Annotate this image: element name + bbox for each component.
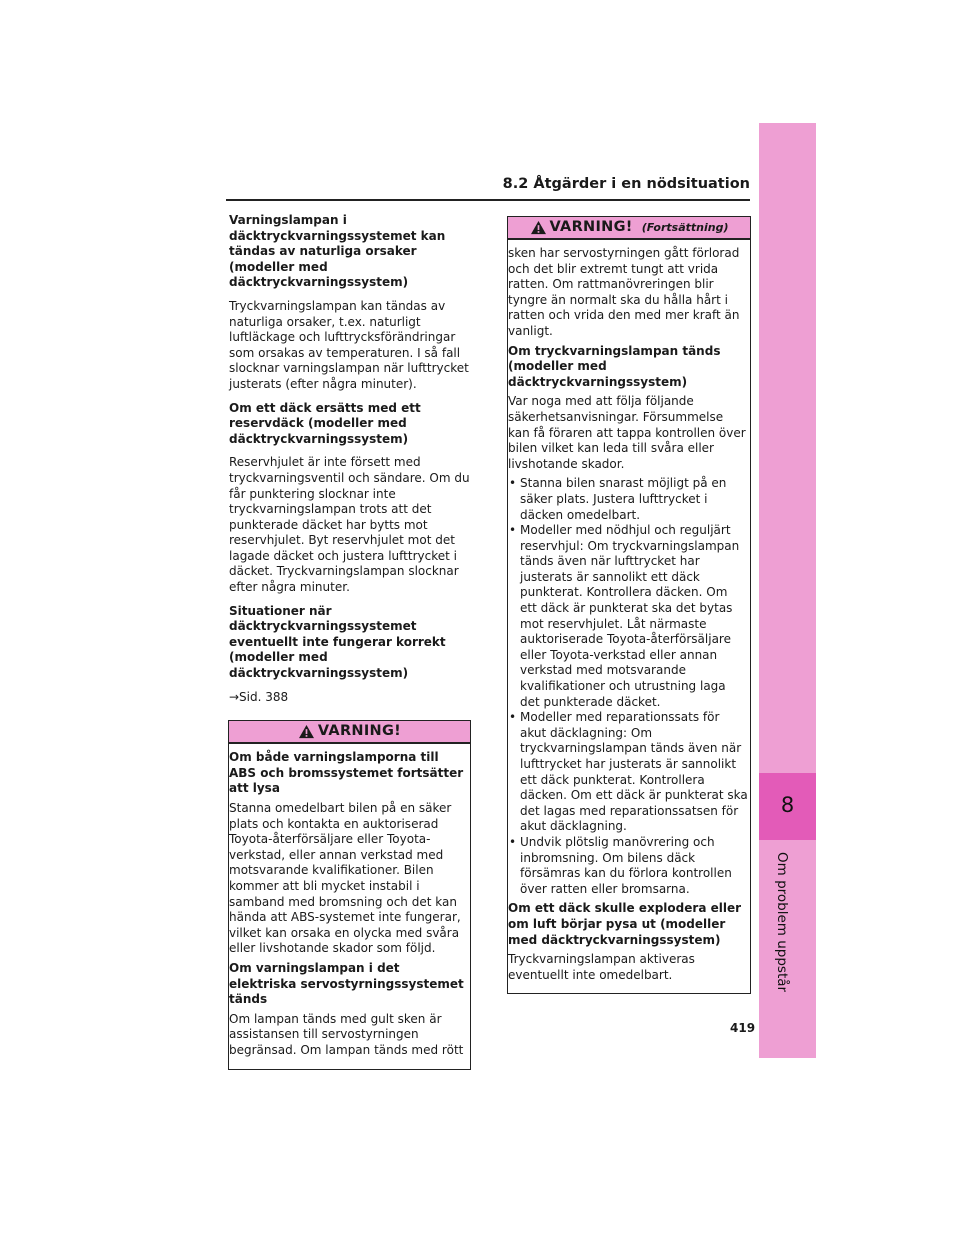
warning-header xyxy=(229,721,470,744)
warning-box-continued xyxy=(507,216,751,994)
list-item: • Stanna bilen snarast möjligt på en säker plats. Justera lufttrycket i däcken omedelbart. xyxy=(508,476,748,523)
chapter-number: 8 xyxy=(780,793,795,817)
warning-body-continued xyxy=(508,240,750,983)
warning-heading-abs: Om både varningslamporna till ABS och bromssystemet fortsätter att lysa xyxy=(229,750,464,796)
warning-title: VARNING! xyxy=(549,218,633,235)
list-item: • Undvik plötslig manövrering och inbromsning. Om bilens däck försämras kan du förlora kontrollen över ratten eller bromsarna. xyxy=(508,835,748,897)
list-item: • Modeller med nödhjul och reguljärt reservhjul: Om tryckvarningslampan tänds även när lufttrycket har justerats är sannolikt ett däck punkterat. Kontrollera däcken. Om ett däck är punkterat ska det bytas mot reservhjulet. Låt närmaste auktoriserade Toyota-återförsäljare eller Toyota-verkstad eller annan verkstad med motsvarande kvalifikationer och utrustning laga det punkterade däcket. xyxy=(508,523,748,710)
warning-paragraph-power-steering: Om lampan tänds med gult sken är assistansen till servostyrningen begränsad. Om lampan tänds med rött xyxy=(229,1011,464,1057)
paragraph-natural-causes: Tryckvarningslampan kan tändas av naturliga orsaker, t.ex. naturligt luftläckage och lufttrycksförändringar som orsakas av temperaturen. I så fall slocknar varningslampan när lufttrycket justerats (efter några minuter). xyxy=(229,298,469,391)
section-title: 8.2 Åtgärder i en nödsituation xyxy=(502,176,750,192)
paragraph-spare-tire: Reservhjulet är inte försett med tryckvarningsventil och sändare. Om du får punktering slocknar inte tryckvarningslampan trots att det punkterade däcket har bytts mot reservhjulet. Byt reservhjulet mot det lagade däcket och justera lufttrycket i däcket. Tryckvarningslampan slocknar efter några minuter. xyxy=(229,455,470,595)
warning-paragraph-safety: Var noga med att följa följande säkerhetsanvisningar. Försummelse kan få föraren att tappa kontrollen över bilen vilket kan leda till svåra eller livshotande skador. xyxy=(508,394,746,471)
warning-title: VARNING! xyxy=(317,722,402,739)
safety-bullet-list xyxy=(508,476,748,897)
warning-heading-power-steering: Om varningslampan i det elektriska servostyrningssystemet tänds xyxy=(229,960,464,1007)
warning-heading-pressure-lamp: Om tryckvarningslampan tänds (modeller med däcktryckvarningssystem) xyxy=(508,343,721,389)
list-item: • Modeller med reparationssats för akut däcklagning: Om tryckvarningslampan tänds även när lufttrycket har justerats är sannolikt ett däck punkterat. Kontrollera däcken. Om ett däck är punkterat ska det lagas med reparationssatsen för akut däcklagning. xyxy=(508,710,748,835)
warning-paragraph-steering-lost: sken har servostyrningen gått förlorad och det blir extremt tungt att vrida ratten. Om rattmanövreringen blir tyngre än normalt ska du hålla hårt i ratten och vrida den med mer kraft än vanligt. xyxy=(508,246,740,338)
heading-spare-tire: Om ett däck ersätts med ett reservdäck (modeller med däcktryckvarningssystem) xyxy=(229,400,421,446)
header-divider xyxy=(226,199,750,201)
warning-heading-explosion: Om ett däck skulle explodera eller om luft börjar pysa ut (modeller med däcktryckvarningssystem) xyxy=(508,901,742,947)
warning-triangle-icon xyxy=(530,220,547,235)
warning-paragraph-abs: Stanna omedelbart bilen på en säker plats och kontakta en auktoriserad Toyota-återförsäljare eller Toyota-verkstad, eller annan verkstad med motsvarande kvalifikationer. Bilen kommer att bli mycket instabil i samband med bromsning och det kan hända att ABS-systemet inte fungerar, vilket kan orsaka en olycka med svåra eller livshotande skador som följd. xyxy=(229,801,461,956)
warning-body xyxy=(229,744,470,1058)
warning-subtitle: (Fortsättning) xyxy=(641,220,729,234)
right-column xyxy=(507,216,751,994)
heading-malfunction-situations: Situationer när däcktryckvarningssystemet eventuellt inte fungerar korrekt (modeller med däcktryckvarningssystem) xyxy=(229,603,446,681)
warning-paragraph-explosion: Tryckvarningslampan aktiveras eventuellt inte omedelbart. xyxy=(508,952,695,982)
chapter-label: Om problem uppstår xyxy=(774,852,790,993)
left-column xyxy=(229,213,471,1070)
page-number: 419 xyxy=(730,1021,756,1035)
heading-natural-causes: Varningslampan i däcktryckvarningssystemet kan tändas av naturliga orsaker (modeller med däcktryckvarningssystem) xyxy=(229,213,446,290)
warning-triangle-icon xyxy=(298,724,315,739)
chapter-number-tab[interactable] xyxy=(759,773,816,840)
page-reference-link[interactable]: →Sid. 388 xyxy=(229,689,289,704)
warning-box xyxy=(228,720,471,1069)
warning-header-continued xyxy=(508,217,750,240)
